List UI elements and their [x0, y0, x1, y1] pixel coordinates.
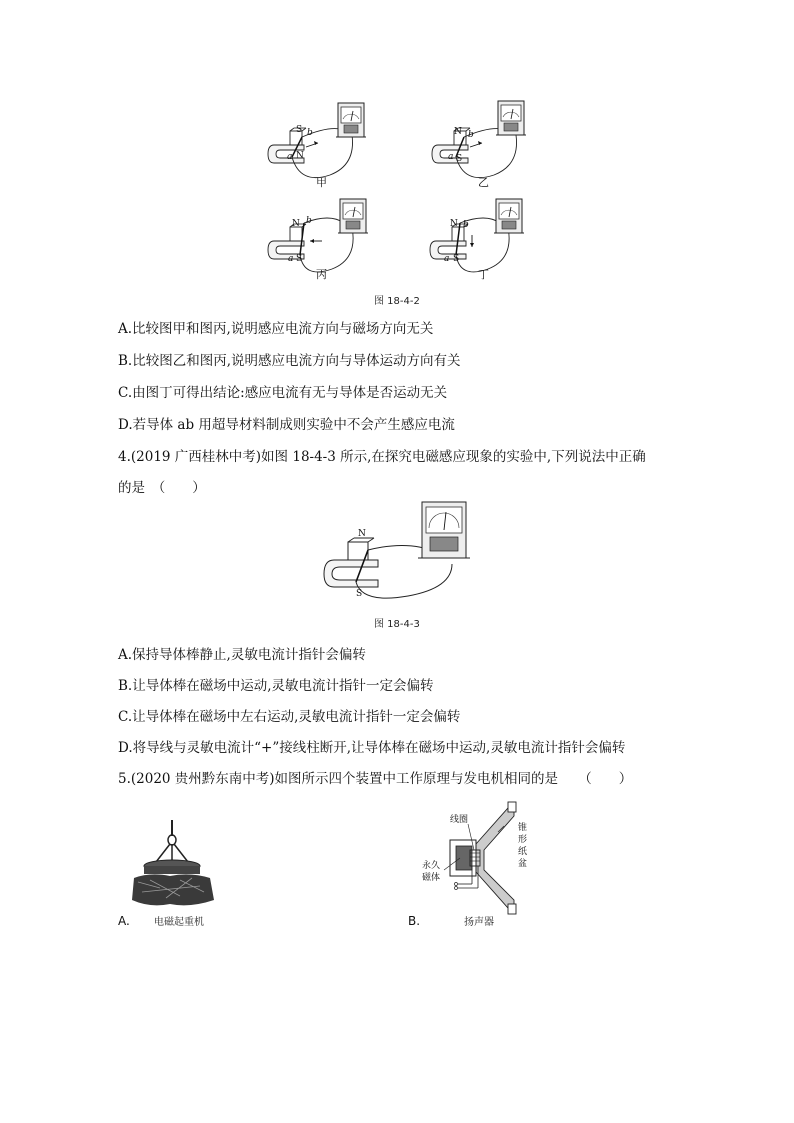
figure-18-4-3-caption: 图 18-4-3: [374, 619, 420, 630]
panel-bing: [268, 199, 368, 272]
figure-18-4-3: [318, 500, 478, 610]
q4-stem-line2: 的是 （ ）: [118, 480, 206, 496]
q3-option-c: C.由图丁可得出结论:感应电流有无与导体是否运动无关: [118, 385, 448, 401]
yi-wire-b: b: [468, 130, 474, 140]
figure-18-4-2-drawing: [260, 95, 540, 295]
panel-label-ding: 丁: [478, 268, 489, 281]
ding-wire-b: b: [463, 220, 469, 230]
q4-option-d: D.将导线与灵敏电流计“+”接线柱断开,让导体棒在磁场中运动,灵敏电流计指针会偏转: [118, 740, 626, 756]
yi-bottom-pole: S: [456, 154, 463, 164]
q5-option-b-image: [420, 800, 530, 916]
q5-option-a-letter: A.: [118, 914, 130, 928]
figure-18-4-2: [260, 95, 540, 295]
speaker-label-cone-2: 形: [518, 835, 528, 845]
q5-option-a-caption: 电磁起重机: [154, 917, 204, 928]
q5-stem: 5.(2020 贵州黔东南中考)如图所示四个装置中工作原理与发电机相同的是 （ ）: [118, 771, 633, 787]
ding-wire-a: a: [444, 254, 450, 264]
ding-top-pole: N: [450, 219, 458, 229]
jia-bottom-pole: N: [296, 151, 304, 161]
figure-18-4-2-caption: 图 18-4-2: [374, 296, 420, 307]
panel-jia: [268, 103, 366, 178]
figure-18-4-3-drawing: [318, 500, 478, 610]
q3-option-b: B.比较图乙和图丙,说明感应电流方向与导体运动方向有关: [118, 353, 461, 369]
q5-option-b-letter: B.: [408, 914, 421, 928]
q4-option-b: B.让导体棒在磁场中运动,灵敏电流计指针一定会偏转: [118, 678, 434, 694]
bing-top-pole: N: [292, 219, 300, 229]
fig4-bottom-pole: S: [356, 589, 363, 599]
q4-option-c: C.让导体棒在磁场中左右运动,灵敏电流计指针一定会偏转: [118, 709, 461, 725]
q5-option-a-image: [130, 818, 220, 910]
yi-top-pole: N: [454, 127, 462, 137]
panel-ding: [430, 199, 524, 272]
q5-option-b-caption: 扬声器: [464, 917, 494, 928]
ding-bottom-pole: S: [453, 254, 460, 264]
q3-option-d: D.若导体 ab 用超导材料制成则实验中不会产生感应电流: [118, 417, 455, 433]
panel-label-yi: 乙: [478, 176, 489, 189]
fig4-top-pole: N: [358, 529, 366, 539]
speaker-label-cone-4: 盆: [518, 859, 528, 869]
bing-wire-b: b: [306, 216, 312, 226]
speaker-label-magnet-1: 永久: [422, 861, 441, 871]
yi-wire-a: a: [448, 152, 454, 162]
panel-label-jia: 甲: [316, 176, 327, 189]
speaker-label-magnet-2: 磁体: [422, 873, 441, 883]
q4-stem-line1: 4.(2019 广西桂林中考)如图 18-4-3 所示,在探究电磁感应现象的实验中,下列说法中正确: [118, 449, 646, 465]
speaker-label-cone-3: 纸: [518, 847, 528, 857]
jia-top-pole: S: [296, 125, 303, 135]
panel-label-bing: 丙: [316, 268, 327, 281]
q3-option-a: A.比较图甲和图丙,说明感应电流方向与磁场方向无关: [118, 321, 434, 337]
q4-option-a: A.保持导体棒静止,灵敏电流计指针会偏转: [118, 647, 366, 663]
panel-yi: [432, 101, 526, 178]
jia-wire-b: b: [307, 128, 313, 138]
bing-bottom-pole: S: [296, 254, 303, 264]
bing-wire-a: a: [288, 254, 294, 264]
jia-wire-a: a: [287, 152, 293, 162]
speaker-label-cone-1: 锥: [518, 823, 528, 833]
crane-drawing: [130, 818, 220, 910]
speaker-drawing: [420, 800, 530, 916]
speaker-label-coil: 线圈: [450, 815, 469, 825]
